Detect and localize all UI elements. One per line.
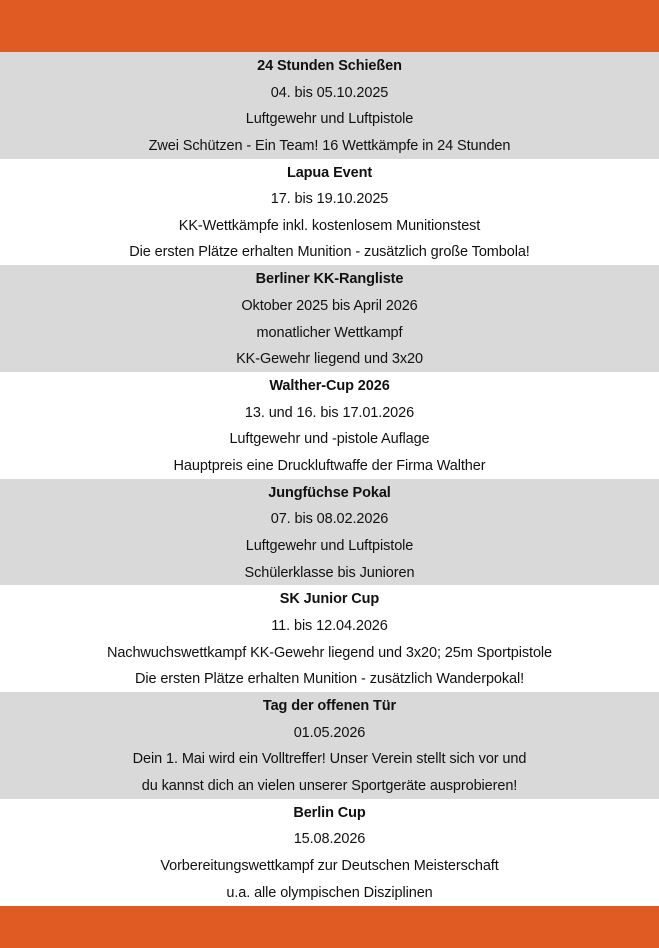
event-detail: Dein 1. Mai wird ein Volltreffer! Unser Verein stellt sich vor und xyxy=(132,751,527,768)
event-detail: monatlicher Wettkampf xyxy=(256,324,403,341)
event-title: 24 Stunden Schießen xyxy=(257,58,402,74)
event-date: Oktober 2025 bis April 2026 xyxy=(241,297,418,314)
event-24-stunden-schiessen xyxy=(0,52,659,159)
event-detail: du kannst dich an vielen unserer Sportgeräte ausprobieren! xyxy=(141,777,518,794)
event-detail: Vorbereitungswettkampf zur Deutschen Meisterschaft xyxy=(160,858,499,874)
event-detail: Luftgewehr und -pistole Auflage xyxy=(229,431,430,448)
event-title: Walther-Cup 2026 xyxy=(269,378,390,395)
event-jungfuechse-pokal xyxy=(0,479,659,586)
event-detail: Luftgewehr und Luftpistole xyxy=(245,111,414,128)
event-title: Berlin Cup xyxy=(293,804,366,821)
event-detail: Nachwuchswettkampf KK-Gewehr liegend und 3x20; 25m Sportpistole xyxy=(106,644,553,661)
event-sk-junior-cup xyxy=(0,585,659,692)
event-detail: Zwei Schützen - Ein Team! 16 Wettkämpfe in 24 Stunden xyxy=(148,137,511,154)
event-title: Jungfüchse Pokal xyxy=(268,484,391,501)
event-list xyxy=(0,52,659,906)
event-title: Lapua Event xyxy=(286,164,373,181)
event-detail: Luftgewehr und Luftpistole xyxy=(245,537,414,554)
event-date: 15.08.2026 xyxy=(293,831,366,848)
event-title: Berliner KK-Rangliste xyxy=(255,271,404,288)
event-berliner-kk-rangliste xyxy=(0,265,659,372)
event-detail: Die ersten Plätze erhalten Munition - zusätzlich Wanderpokal! xyxy=(134,671,525,688)
bottom-accent-bar xyxy=(0,906,659,948)
event-date: 04. bis 05.10.2025 xyxy=(270,84,389,101)
event-date: 01.05.2026 xyxy=(293,724,366,741)
event-berlin-cup xyxy=(0,799,659,906)
event-detail: Die ersten Plätze erhalten Munition - zusätzlich große Tombola! xyxy=(129,244,530,261)
event-date: 17. bis 19.10.2025 xyxy=(270,191,389,208)
event-date: 07. bis 08.02.2026 xyxy=(270,511,389,528)
event-title: SK Junior Cup xyxy=(279,591,380,608)
top-accent-bar xyxy=(0,0,659,52)
event-title: Tag der offenen Tür xyxy=(262,698,397,715)
event-lapua-event xyxy=(0,159,659,266)
event-detail: u.a. alle olympischen Disziplinen xyxy=(226,884,433,901)
event-detail: KK-Gewehr liegend und 3x20 xyxy=(236,351,423,368)
event-detail: Hauptpreis eine Druckluftwaffe der Firma Walther xyxy=(173,457,486,474)
event-date: 13. und 16. bis 17.01.2026 xyxy=(244,404,415,421)
event-walther-cup-2026 xyxy=(0,372,659,479)
event-detail: KK-Wettkämpfe inkl. kostenlosem Munitionstest xyxy=(178,217,481,234)
event-tag-der-offenen-tuer xyxy=(0,692,659,799)
event-detail: Schülerklasse bis Junioren xyxy=(244,564,415,581)
event-date: 11. bis 12.04.2026 xyxy=(271,618,388,635)
